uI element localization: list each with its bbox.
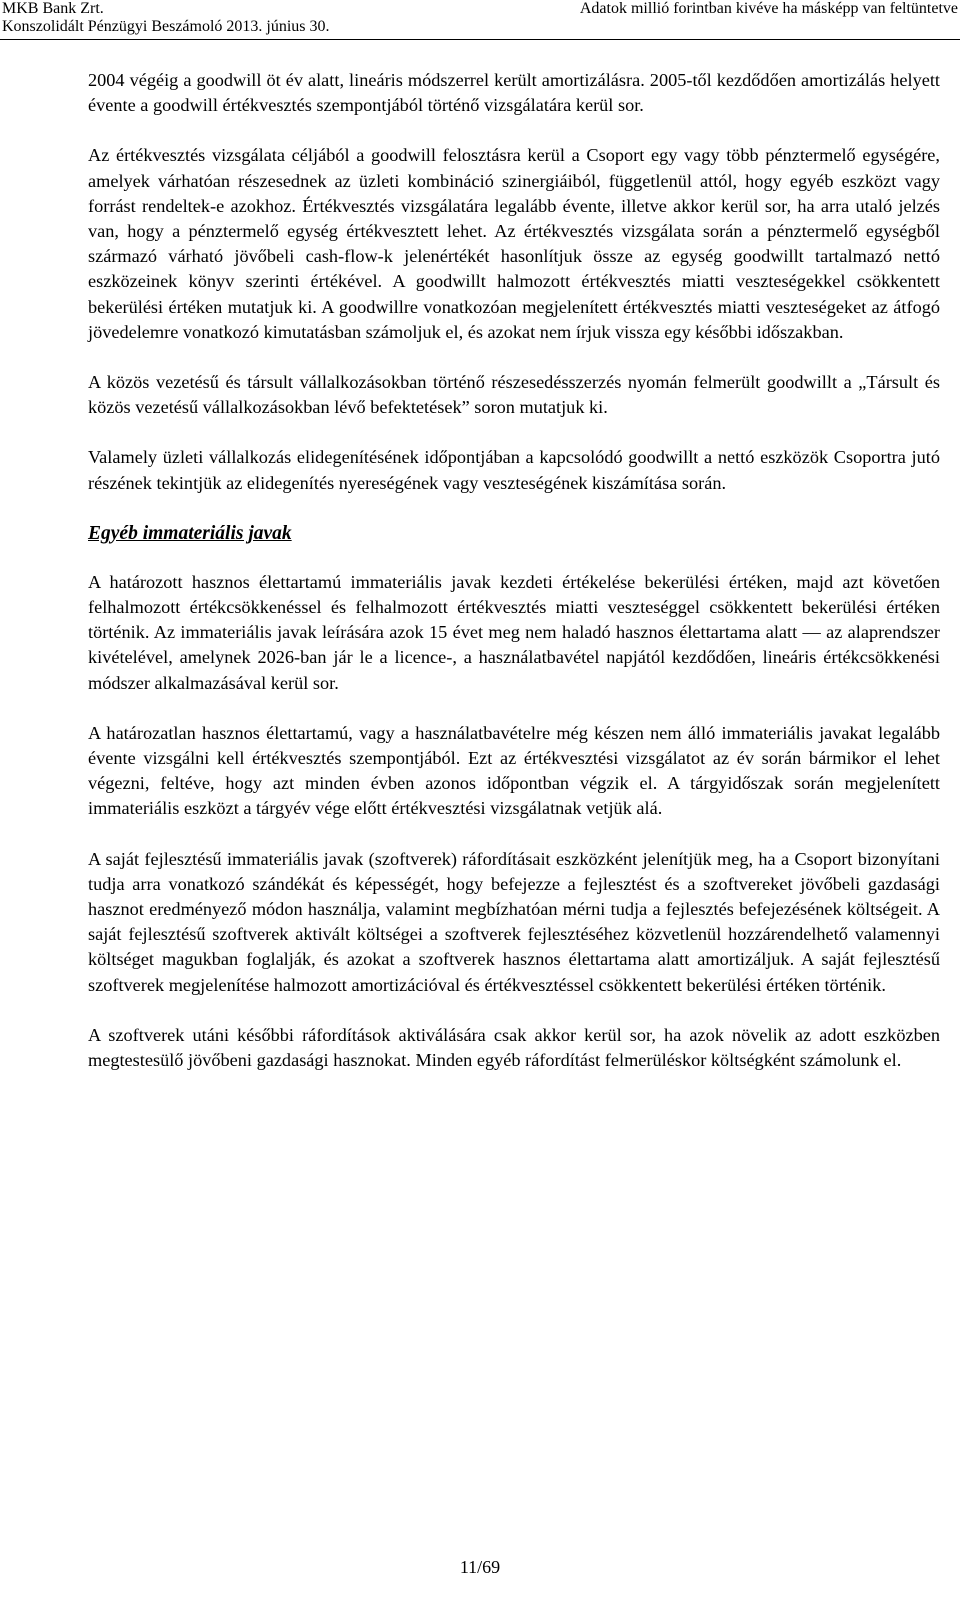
page-header xyxy=(0,0,960,36)
page-number: 11/69 xyxy=(459,1557,501,1577)
section-title-intangibles: Egyéb immateriális javak xyxy=(88,522,292,544)
paragraph-own-developed-software: A saját fejlesztésű immateriális javak (szoftverek) ráfordításait eszközként jelenítjük meg, ha a Csoport bizonyítani tudja arra vonatkozó szándékát és képességét, hogy befejezze a fejlesztést és a szoftvereket jövőbeli gazdasági hasznot eredményező módon használja, valamint megbízhatóan mérni tudja a fejlesztés befejezésének költségeit. A saját fejlesztésű szoftverek aktivált költségei a szoftverek fejlesztéséhez közvetlenül hozzárendelhető valamennyi költséget magukban foglalják, és azokat a szoftverek hasznos élettartama alatt amortizáljuk. A saját fejlesztésű szoftverek megjelenítése halmozott amortizációval és értékvesztéssel csökkentett bekerülési értéken történik. xyxy=(88,848,940,995)
header-company: MKB Bank Zrt. xyxy=(2,0,104,17)
header-divider xyxy=(0,39,960,40)
document-body xyxy=(88,68,940,1073)
paragraph-goodwill-amortization: 2004 végéig a goodwill öt év alatt, lineáris módszerrel került amortizálásra. 2005-től kezdődően amortizálás helyett évente a goodwill értékvesztés szempontjából történő vizsgálatára kerül sor. xyxy=(88,70,940,116)
header-units-note: Adatok millió forintban kivéve ha másképp van feltüntetve xyxy=(579,0,958,17)
paragraph-goodwill-joint-ventures: A közös vezetésű és társult vállalkozásokban történő részesedésszerzés nyomán felmerült goodwillt a „Társult és közös vezetésű vállalkozásokban lévő befektetések” soron mutatjuk ki. xyxy=(88,372,940,418)
paragraph-subsequent-expenditure: A szoftverek utáni későbbi ráfordítások aktiválására csak akkor kerül sor, ha azok növelik az adott eszközben megtestesülő jövőbeni gazdasági hasznokat. Minden egyéb ráfordítást felmerüléskor költségként számolunk el. xyxy=(88,1024,940,1071)
paragraph-finite-life-intangibles: A határozott hasznos élettartamú immateriális javak kezdeti értékelése bekerülési értéken, majd azt követően felhalmozott értékcsökkenéssel és felhalmozott értékvesztés miatti veszteséggel csökkentett bekerülési értéken történik. Az immateriális javak leírására azok 15 évet meg nem haladó hasznos élettartama alatt — az alaprendszer kivételével, amelynek 2026-ban jár le a licence-, a használatbavétel napjától kezdődően, lineáris értékcsökkenési módszer alkalmazásával kerül sor. xyxy=(88,571,940,693)
paragraph-goodwill-impairment-test: Az értékvesztés vizsgálata céljából a goodwill felosztásra kerül a Csoport egy vagy több pénztermelő egységére, amelyek várhatóan részesednek az üzleti kombináció szinergiáiból, függetlenül attól, hogy egyéb eszközt vagy forrást rendeltek-e azokhoz. Értékvesztés vizsgálatára legalább évente, illetve akkor kerül sor, ha arra utaló jelzés van, hogy a pénztermelő egység értékvesztett lehet. Az értékvesztés vizsgálata során a pénztermelő egységből származó várható jövőbeli cash-flow-k jelenértékét hasonlítjuk össze az egység goodwillt tartalmazó nettó eszközeinek könyv szerinti értékével. A goodwillt halmozott értékvesztés miatti veszteségekkel csökkentett bekerülési értéken mutatjuk ki. A goodwillre vonatkozóan megjelenített értékvesztés miatti veszteségeket az átfogó jövedelemre vonatkozó kimutatásban számoljuk el, és azokat nem írjuk vissza egy későbbi időszakban. xyxy=(88,145,940,342)
paragraph-goodwill-disposal: Valamely üzleti vállalkozás elidegenítésének időpontjában a kapcsolódó goodwillt a nettó eszközök Csoportra jutó részének tekintjük az elidegenítés nyereségének vagy veszteségének kiszámítása során. xyxy=(88,447,940,493)
paragraph-indefinite-life-intangibles: A határozatlan hasznos élettartamú, vagy a használatbavételre még készen nem álló immateriális javakat legalább évente vizsgálni kell értékvesztés szempontjából. Ezt az értékvesztési vizsgálatot az év során bármikor el lehet végezni, feltéve, hogy azt minden évben azonos időpontban végzik el. A tárgyidőszak során megjelenített immateriális eszközt a tárgyév vége előtt értékvesztési vizsgálatnak vetjük alá. xyxy=(88,722,940,819)
header-report-title: Konszolidált Pénzügyi Beszámoló 2013. június 30. xyxy=(2,18,330,35)
